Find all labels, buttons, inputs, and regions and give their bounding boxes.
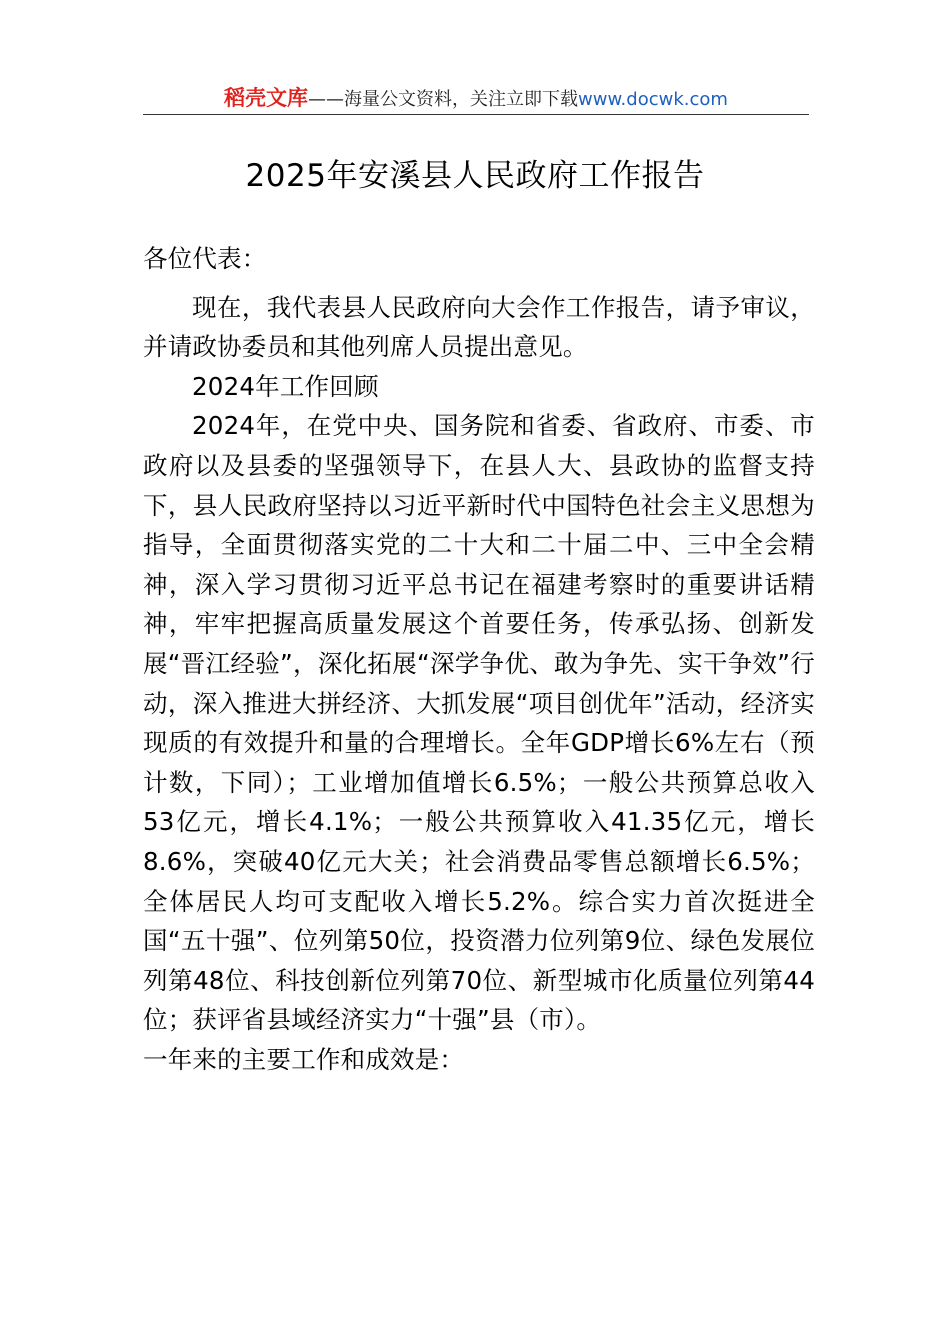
header-divider — [143, 114, 809, 115]
document-body — [143, 239, 815, 1079]
review-paragraph: 2024年，在党中央、国务院和省委、省政府、市委、市政府以及县委的坚强领导下，在县人大、县政协的监督支持下，县人民政府坚持以习近平新时代中国特色社会主义思想为指导，全面贯彻落实党的二十大和二十届二中、三中全会精神，深入学习贯彻习近平总书记在福建考察时的重要讲话精神，牢牢把握高质量发展这个首要任务，传承弘扬、创新发展“晋江经验”，深化拓展“深学争优、敢为争先、实干争效”行动，深入推进大拼经济、大抓发展“项目创优年”活动，经济实现质的有效提升和量的合理增长。全年GDP增长6%左右（预计数，下同）；工业增加值增长6.5%；一般公共预算总收入53亿元，增长4.1%；一般公共预算收入41.35亿元，增长8.6%，突破40亿元大关；社会消费品零售总额增长6.5%；全体居民人均可支配收入增长5.2%。综合实力首次挺进全国“五十强”、位列第50位，投资潜力位列第9位、绿色发展位列第48位、科技创新位列第70位、新型城市化质量位列第44位；获评省县域经济实力“十强”县（市）。 — [143, 411, 815, 1035]
document-title: 2025年安溪县人民政府工作报告 — [245, 158, 705, 194]
brand-name: 稻壳文库 — [224, 86, 309, 110]
closing-line: 一年来的主要工作和成效是： — [143, 1044, 465, 1074]
section-heading: 2024年工作回顾 — [192, 371, 379, 401]
salutation: 各位代表： — [143, 244, 267, 273]
page-header — [143, 84, 809, 114]
header-url-link[interactable]: www.docwk.com — [578, 89, 728, 110]
opening-paragraph: 现在，我代表县人民政府向大会作工作报告，请予审议，并请政协委员和其他列席人员提出意见。 — [143, 292, 815, 362]
header-tagline: ——海量公文资料，关注立即下载 — [308, 89, 579, 110]
